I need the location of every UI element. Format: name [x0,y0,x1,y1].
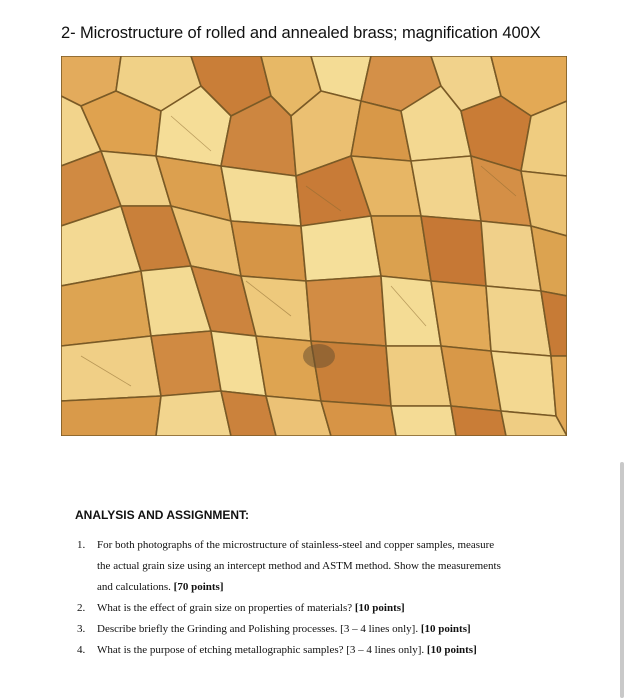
item-number: 4. [77,644,86,656]
assignment-item-1 [77,535,557,598]
assignment-item-2 [77,598,557,619]
page-scrollbar[interactable] [620,462,624,698]
item-number: 2. [77,602,86,614]
brass-micrograph-image [61,56,567,436]
item-text-line [97,577,557,598]
item-text: What is the effect of grain size on properties of materials? [97,602,355,614]
item-points: [70 points] [173,581,224,593]
item-number: 1. [77,539,86,551]
item-text: What is the purpose of etching metallographic samples? [3 – 4 lines only]. [97,644,427,656]
item-text: Describe briefly the Grinding and Polishing processes. [3 – 4 lines only]. [97,623,421,635]
item-points: [10 points] [354,602,405,614]
assignment-list [77,535,557,661]
section-heading: 2- Microstructure of rolled and annealed brass; magnification 400X [61,24,541,42]
item-points: [10 points] [426,644,477,656]
item-number: 3. [77,623,86,635]
assignment-item-4 [77,640,557,661]
item-text: and calculations. [97,581,174,593]
item-points: [10 points] [420,623,471,635]
item-text-line: For both photographs of the microstructure of stainless-steel and copper samples, measure [97,539,495,551]
analysis-assignment-title: ANALYSIS AND ASSIGNMENT: [75,508,250,522]
item-text-line: the actual grain size using an intercept method and ASTM method. Show the measurements [97,560,501,572]
assignment-item-3 [77,619,557,640]
